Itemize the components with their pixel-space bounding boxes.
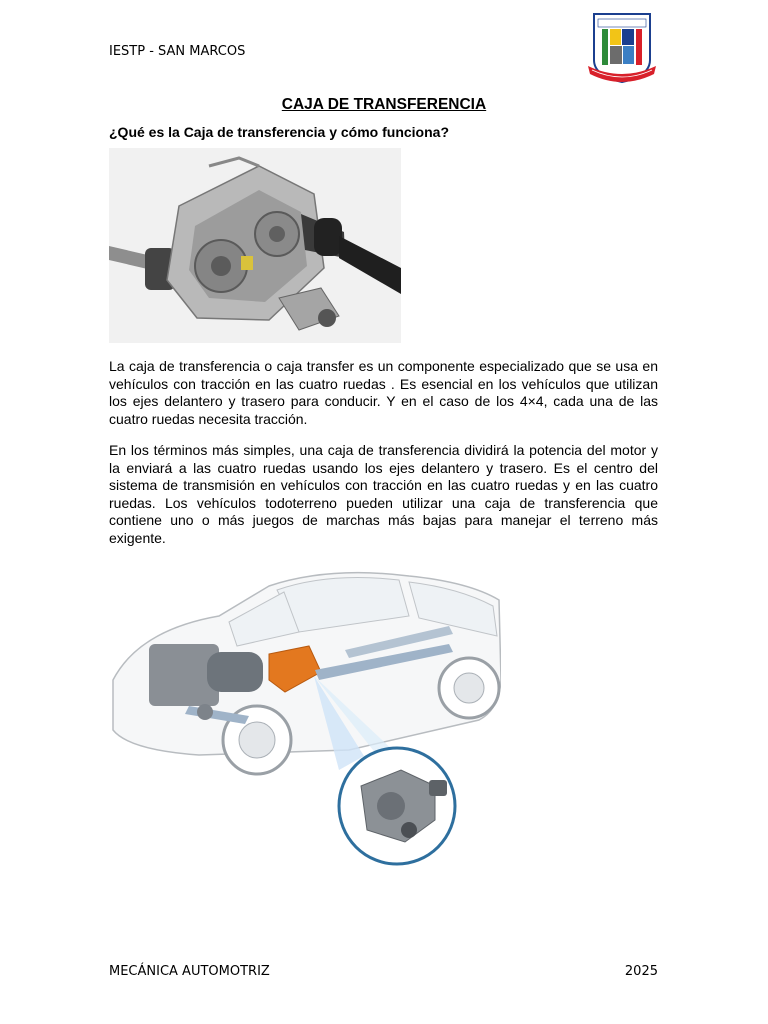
paragraph-1: La caja de transferencia o caja transfer es un componente especializado que se usa en vehículos con tracción en las cuatro ruedas . Es esencial en los vehículos que utilizan los ejes delantero y trasero para conducir. Y en el caso de los 4×4, cada una de las cuatro ruedas necesita tracción.	[109, 358, 658, 427]
institution-logo	[584, 10, 660, 86]
transfer-case-image	[109, 148, 401, 343]
footer-year: 2025	[624, 964, 658, 979]
section-subtitle: ¿Qué es la Caja de transferencia y cómo funciona?	[109, 124, 449, 140]
paragraph-2: En los términos más simples, una caja de transferencia dividirá la potencia del motor y la enviará a las cuatro ruedas usando los ejes delantero y trasero. Es el centro del sistema de transmisión en vehículos con tracción en las cuatro ruedas y en las cuatro ruedas. Los vehículos todoterreno pueden utilizar una caja de transferencia que contiene uno o más juegos de marchas más bajas para manejar el terreno más exigente.	[109, 442, 658, 546]
car-drivetrain-image	[109, 560, 501, 866]
page-title: CAJA DE TRANSFERENCIA	[281, 96, 487, 113]
footer-course: MECÁNICA AUTOMOTRIZ	[109, 964, 270, 979]
header-institution: IESTP - SAN MARCOS	[109, 44, 246, 59]
